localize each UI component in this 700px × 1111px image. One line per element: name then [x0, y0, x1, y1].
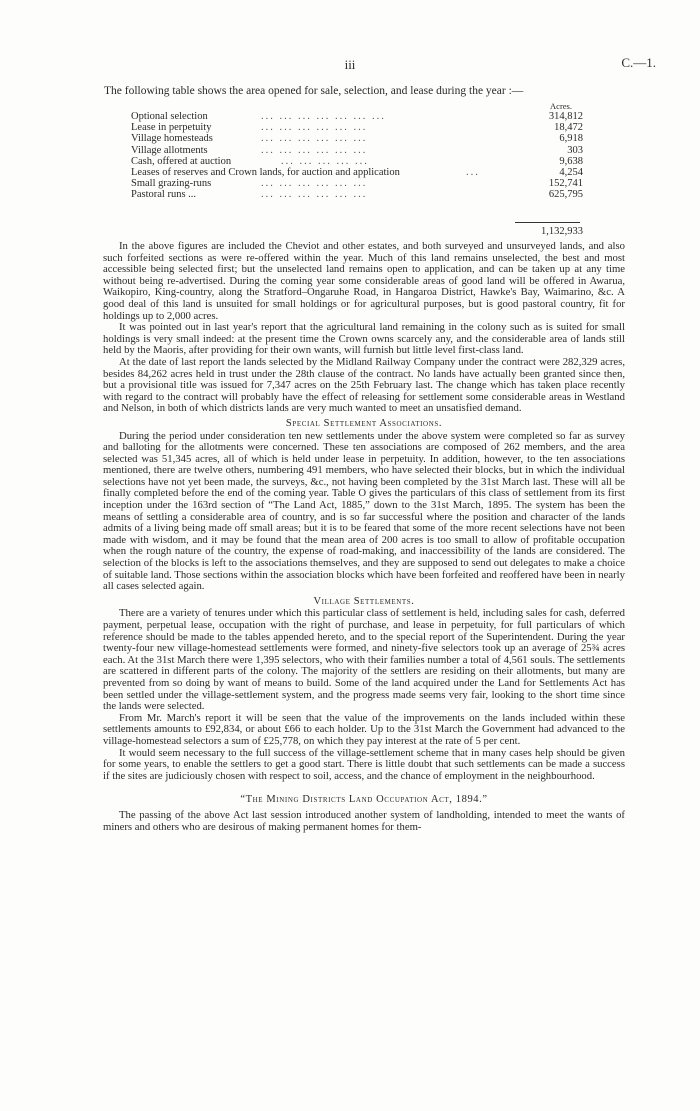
paragraph: The passing of the above Act last session introduced another system of landholding, intended to meet the wants of miners and others who are desirous of making permanent homes for them- [103, 808, 625, 833]
table-row [131, 133, 591, 144]
row-value: 314,812 [548, 111, 583, 122]
table-total: 1,132,933 [541, 226, 583, 237]
table-row [131, 145, 591, 156]
paragraph: During the period under consideration ten new settlements under the above system were completed so far as survey and balloting for the allotments were concerned. These ten associations are composed of 262 members, and the area selected was 51,345 acres, all of which is held under lease in perpetuity. In addition, however, to the ten associations mentioned, there are twelve others, numbering 491 members, who have selected their blocks, but in which the individual selections have not yet been made, the surveys, &c., not having been completed by the 31st March last. These will all be finally completed before the end of the coming year. Table O gives the particulars of this class of settlement from its first inception under the 163rd section of “The Land Act, 1885,” down to the 31st March, 1895. The system has been the means of settling a considerable area of country, and is so far successful where the position and character of the lands admits of a living being made off small areas; but it is to be feared that some of the more recent selections have not been made with wisdom, and it may be found that the mean area of 200 acres is too small to allow of profitable occupation when the rough nature of the country, the expense of road-making, and inaccessibility of the lands are considered. The selection of the blocks is left to the associations themselves, and they are supposed to send out delegates to make a choice of suitable land. Those sections within the association blocks which have been forfeited and reoffered have been in nearly all cases selected again. [103, 429, 625, 593]
table-row [131, 122, 591, 133]
row-value: 9,638 [559, 155, 583, 167]
row-label: Optional selection [131, 111, 208, 122]
paragraph: There are a variety of tenures under which this particular class of settlement is held, including sales for cash, deferred payment, perpetual lease, occupation with the right of purchase, and lease in perpetuity, for full particulars of which reference should be made to the tables appended hereto, and to the special report of the Superintendent. During the year twenty-four new village-homestead settlements were formed, and ninety-five selectors took up an average of 25¾ acres each. At the 31st March there were 1,395 selectors, who with their families number a total of 4,561 souls. The settlements are scattered in different parts of the colony. The majority of the settlers are residing on their allotments, but many are prevented from so doing by want of means to build. Some of the land acquired under the Land for Settlements Act has been settled under the village-settlement system, and the progress made seems very fair, looking to the short time since the lands were selected. [103, 607, 625, 713]
report-body [103, 241, 625, 833]
row-value: 6,918 [559, 133, 583, 145]
row-value: 625,795 [548, 189, 583, 201]
paragraph: It would seem necessary to the full success of the village-settlement scheme that in many cases help should be given for some years, to enable the settlers to get a good start. There is little doubt that such settlements can be made a success if the sites are judiciously chosen with respect to soil, access, and the chance of employment in the neighbourhood. [103, 746, 625, 782]
paragraph: From Mr. March's report it will be seen that the value of the improvements on the lands included within these settlements amounts to £92,834, or about £66 to each holder. Up to the 31st March the Government had advanced to the village-homestead selectors a sum of £25,778, on which they pay interest at the rate of 5 per cent. [103, 711, 625, 747]
section-heading-special-settlement: Special Settlement Associations. [285, 417, 443, 429]
leader-dots: ... [466, 166, 480, 178]
table-row [131, 189, 591, 200]
row-label: Lease in perpetuity [131, 122, 212, 134]
row-label: Village homesteads [131, 133, 213, 145]
section-heading-mining-act: “The Mining Districts Land Occupation Act, 1894.” [240, 794, 488, 806]
leader-dots: ... ... ... ... ... ... [261, 178, 368, 190]
table-row [131, 178, 591, 189]
area-table [131, 111, 591, 201]
row-label: Village allotments [131, 144, 208, 156]
row-label: Leases of reserves and Crown lands, for auction and application [131, 166, 400, 178]
total-rule [515, 222, 580, 223]
table-intro: The following table shows the area opened for sale, selection, and lease during the year :— [104, 85, 524, 97]
paragraph: In the above figures are included the Cheviot and other estates, and both surveyed and unsurveyed lands, and also such forfeited sections as were re-offered within the year. Much of this land remains unselected, the best and most accessible being selected first; but the unselected land remains open to application, and can be taken up at any time without being re-advertised. During the coming year some considerable areas of good land will be offered in Awarua, Waikopiro, King-country, along the Stratford–Ongaruhe Road, in Hangaroa District, Hawke's Bay, Waimarino, &c. A good deal of this land is unsuited for small holdings or for agricultural purposes, but is good pastoral country, fit for holdings up to 2,000 acres. [103, 240, 625, 322]
table-row [131, 167, 591, 178]
page-number: iii [344, 57, 356, 72]
row-value: 18,472 [554, 122, 583, 134]
row-value: 4,254 [559, 166, 583, 178]
leader-dots: ... ... ... ... ... [281, 155, 369, 167]
leader-dots: ... ... ... ... ... ... [261, 189, 368, 201]
leader-dots: ... ... ... ... ... ... [261, 144, 368, 156]
table-row [131, 111, 591, 122]
row-value: 303 [567, 144, 583, 156]
leader-dots: ... ... ... ... ... ... [261, 133, 368, 145]
table-unit-header: Acres. [550, 101, 572, 111]
row-value: 152,741 [548, 178, 583, 190]
document-reference: C.—1. [621, 55, 656, 70]
paragraph: It was pointed out in last year's report that the agricultural land remaining in the colony such as is suited for small holdings is very small indeed: at the present time the Crown owns scarcely any, and the considerable area of lands still held by the Maoris, after providing for their own wants, will furnish but little level first-class land. [103, 321, 625, 357]
row-label: Pastoral runs ... [131, 189, 197, 201]
leader-dots: ... ... ... ... ... ... [261, 122, 368, 134]
row-label: Small grazing-runs [131, 178, 212, 190]
row-label: Cash, offered at auction [131, 155, 232, 167]
table-row [131, 156, 591, 167]
section-heading-village-settlements: Village Settlements. [313, 595, 415, 607]
leader-dots: ... ... ... ... ... ... ... [261, 111, 386, 122]
paragraph: At the date of last report the lands selected by the Midland Railway Company under the contract were 282,329 acres, besides 84,262 acres held in trust under the 28th clause of the contract. No lands have actually been granted since then, but a provisional title was issued for 7,347 acres on the 25th February last. The change which has taken place recently with regard to the contract will probably have the effect of releasing for settlement some considerable areas in Westland and Nelson, in both of which districts lands are very much wanted to meet an unsatisfied demand. [103, 355, 625, 415]
